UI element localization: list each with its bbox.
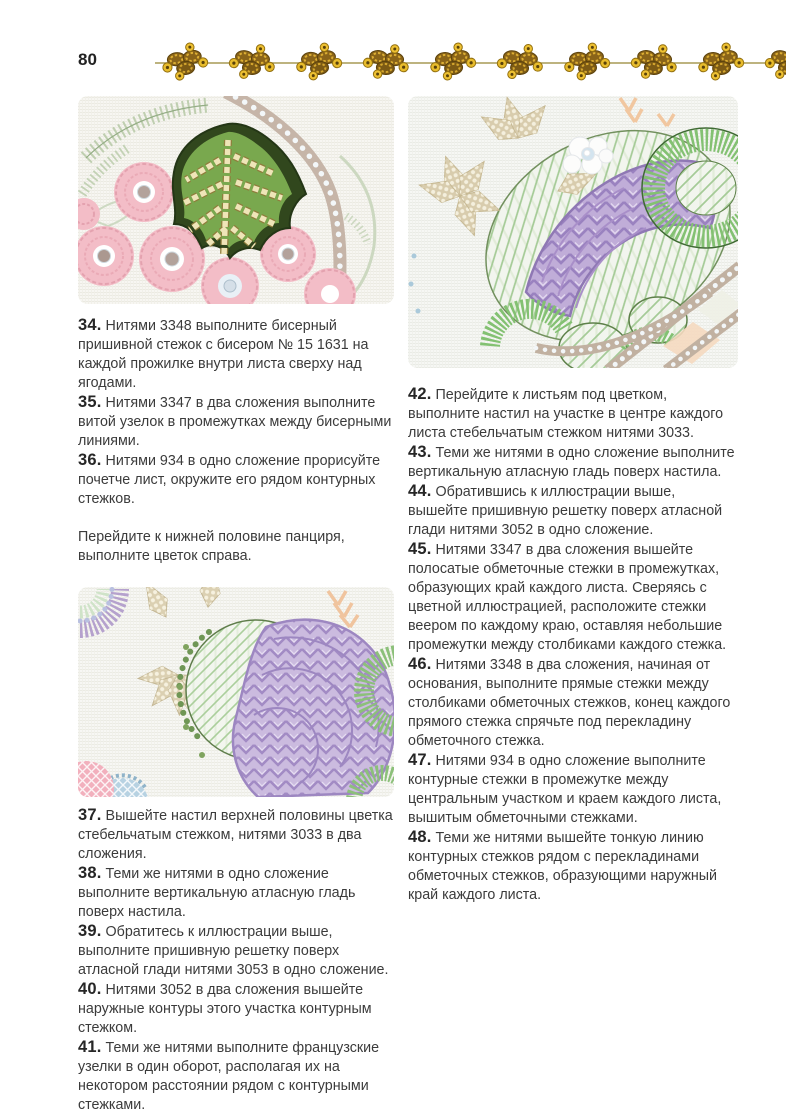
photo-flower-upper-half (78, 587, 394, 797)
step-text: Теми же нитями вышейте тонкую линию контурных стежков рядом с перекладинами обметочных стежков, образующими наружный край каждого листа. (408, 830, 718, 903)
transition-paragraph: Перейдите к нижней половине панциря, выполните цветок справа. (78, 529, 345, 564)
steps-37-41 (78, 806, 394, 1115)
step-text: Нитями 3347 в два сложения выполните витой узелок в промежутках между бисерными линиями. (78, 395, 392, 449)
step-number: 46. (408, 655, 432, 673)
step-text: Нитями 3348 выполните бисерный пришивной стежок с бисером № 15 1631 на каждой прожилке внутри листа сверху над ягодами. (78, 318, 369, 391)
right-column (408, 96, 738, 905)
step-text: Нитями 3347 в два сложения вышейте полосатые обметочные стежки в промежутках, образующих край каждого листа. Сверяясь с цветной иллюстрацией, расположите стежки веером по каждому краю, оставляя небольшие промежутки между столбиками каждого стежка. (408, 542, 727, 653)
page-number: 80 (78, 50, 97, 69)
steps-42-48 (408, 385, 738, 905)
photo-beaded-leaf-over-berries (78, 96, 394, 304)
step-text: Нитями 3052 в два сложения вышейте наружные контуры этого участка контурным стежком. (78, 982, 372, 1036)
step-text: Нитями 3348 в два сложения, начиная от основания, выполните прямые стежки между столбиками обметочных стежков, конец каждого прямого стежка спрячьте под перекладину обметочного стежка. (408, 657, 731, 749)
step-text: Обратившись к иллюстрации выше, вышейте пришивную решетку поверх атласной глади нитями 3052 в одно сложение. (408, 484, 723, 538)
step-text: Нитями 934 в одно сложение прорисуйте почетче лист, окружите его рядом контурных стежков. (78, 453, 381, 507)
step-text: Теми же нитями в одно сложение выполните вертикальную атласную гладь поверх настила. (408, 445, 735, 480)
step-paragraph (408, 828, 738, 905)
step-number: 34. (78, 316, 102, 334)
step-paragraph (408, 482, 738, 540)
lavender-braided-flower (233, 620, 394, 797)
left-column (78, 96, 394, 1115)
step-paragraph (408, 385, 738, 443)
step-paragraph (78, 393, 394, 451)
step-text: Обратитесь к иллюстрации выше, выполните пришивную решетку поверх атласной глади нитями 3053 в одно сложение. (78, 924, 389, 978)
steps-34-36 (78, 316, 394, 566)
two-column-layout (78, 96, 738, 1115)
step-number: 40. (78, 980, 102, 998)
step-number: 45. (408, 540, 432, 558)
step-text: Вышейте настил верхней половины цветка стебельчатым стежком, нитями 3033 в два сложения. (78, 808, 393, 862)
step-paragraph (78, 1038, 394, 1115)
step-number: 43. (408, 443, 432, 461)
step-number: 47. (408, 751, 432, 769)
step-text: Теми же нитями выполните французские узелки в один оборот, располагая их на некотором расстоянии рядом с контурными стежками. (78, 1040, 380, 1113)
step-paragraph (408, 540, 738, 655)
step-paragraph (408, 443, 738, 482)
step-number: 41. (78, 1038, 102, 1056)
step-text: Перейдите к листьям под цветком, выполните настил на участке в центре каждого листа стебельчатым стежком нитями 3033. (408, 387, 724, 441)
step-paragraph (78, 922, 394, 980)
step-paragraph (78, 864, 394, 922)
photo-flower-and-leaves-detail (408, 96, 738, 368)
step-paragraph (78, 806, 394, 864)
step-number: 37. (78, 806, 102, 824)
step-number: 44. (408, 482, 432, 500)
step-number: 42. (408, 385, 432, 403)
step-number: 39. (78, 922, 102, 940)
step-number: 48. (408, 828, 432, 846)
step-paragraph (408, 751, 738, 828)
step-paragraph (78, 316, 394, 393)
step-paragraph (408, 655, 738, 751)
bead-garland-ornament (155, 40, 786, 86)
step-text: Нитями 934 в одно сложение выполните контурные стежки в промежутке между центральным участком и краем каждого листа, вышитым обметочными стежками. (408, 753, 722, 826)
step-text: Теми же нитями в одно сложение выполните вертикальную атласную гладь поверх настила. (78, 866, 356, 920)
step-number: 38. (78, 864, 102, 882)
step-paragraph (78, 451, 394, 509)
step-number: 36. (78, 451, 102, 469)
step-paragraph (78, 980, 394, 1038)
step-number: 35. (78, 393, 102, 411)
